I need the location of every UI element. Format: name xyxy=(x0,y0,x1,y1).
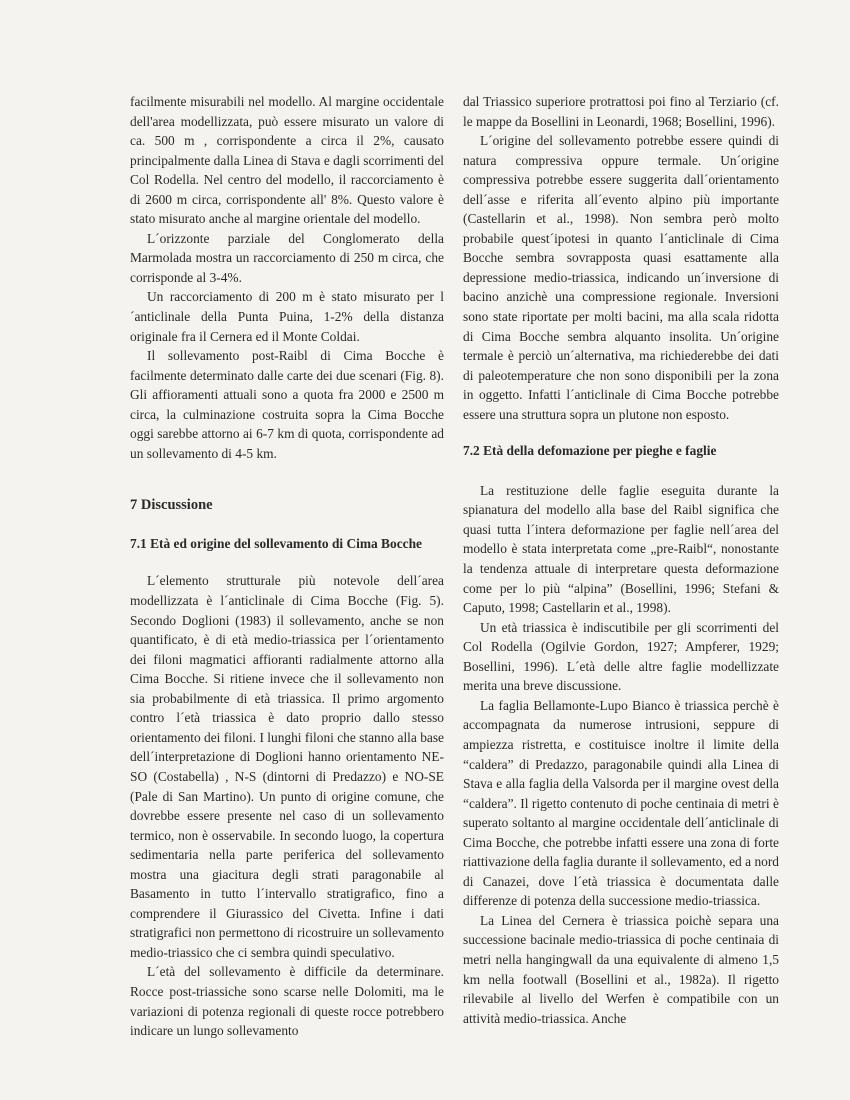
subsection-heading: 7.2 Età della defomazione per pieghe e faglie xyxy=(463,443,717,459)
right-column xyxy=(463,92,779,1028)
section-heading: 7 Discussione xyxy=(130,497,213,514)
paragraph: Un raccorciamento di 200 m è stato misurato per l´anticlinale della Punta Puina, 1-2% della distanza originale fra il Cernera ed il Monte Coldai. xyxy=(130,289,444,344)
paragraph: Un età triassica è indiscutibile per gli scorrimenti del Col Rodella (Ogilvie Gordon, 1927; Ampferer, 1929; Bosellini, 1996). L´età delle altre faglie modellizzate merita una breve discussione. xyxy=(463,619,779,694)
paragraph: dal Triassico superiore protrattosi poi fino al Terziario (cf. le mappe da Bosellini in Leonardi, 1968; Bosellini, 1996). xyxy=(463,94,779,129)
paragraph: La faglia Bellamonte-Lupo Bianco è triassica perchè è accompagnata da numerose intrusioni, seppure di ampiezza ristretta, e costituisce inoltre il limite della “caldera” di Predazzo, paragonabile quindi alla Linea di Stava e alla faglia della Valsorda per il margine ovest della “caldera”. Il rigetto contenuto di poche centinaia di metri è superato soltanto al margine occidentale dell´anticlinale di Cima Bocche, che potrebbe infatti essere una zona di forte riattivazione della faglia durante il sollevamento, ed a nord di Canazei, dove l´età triassica è documentata dalle differenze di potenza della successione medio-triassica. xyxy=(463,697,779,909)
subsection-heading: 7.1 Età ed origine del sollevamento di Cima Bocche xyxy=(130,535,422,551)
paragraph: L´origine del sollevamento potrebbe essere quindi di natura compressiva oppure termale. Un´origine compressiva potrebbe essere suggerita dall´orientamento dell´asse e riferita all´evento alpino più importante (Castellarin et al., 1998). Non sembra però molto probabile quest´ipotesi in quanto l´anticlinale di Cima Bocche sembra sovrapposta quasi esattamente alla depressione medio-triassica, indicando un´inversione di bacino anzichè una compressione regionale. Inversioni sono state riportate per molti bacini, ma alla scala ridotta di Cima Bocche sembra alquanto insolita. Un´origine termale è perciò un´alternativa, ma richiederebbe dei dati di paleotemperature che non sono disponibili per la zona in oggetto. Infatti l´anticlinale di Cima Bocche potrebbe essere una struttura sopra un plutone non esposto. xyxy=(463,133,779,422)
paragraph: La restituzione delle faglie eseguita durante la spianatura del modello alla base del Raibl significa che quasi tutta l´intera deformazione per faglie nell´area del modello è stata interpretata come „pre-Raibl“, nonostante la tendenza attuale di interpretare questa deformazione come per lo più “alpina” (Bosellini, 1996; Stefani & Caputo, 1998; Castellarin et al., 1998). xyxy=(463,482,779,616)
paragraph: Il sollevamento post-Raibl di Cima Bocche è facilmente determinato dalle carte dei due scenari (Fig. 8). Gli affioramenti attuali sono a quota fra 2000 e 2500 m circa, la culminazione costruita sopra la Cima Bocche oggi sarebbe attorno ai 6-7 km di quota, corrispondente ad un sollevamento di 4-5 km. xyxy=(130,348,444,461)
left-column xyxy=(130,92,444,1041)
paragraph: L´orizzonte parziale del Conglomerato della Marmolada mostra un raccorciamento di 250 m circa, che corrisponde al 3-4%. xyxy=(130,230,444,285)
paragraph: L´elemento strutturale più notevole dell´area modellizzata è l´anticlinale di Cima Bocche (Fig. 5). Secondo Doglioni (1983) il sollevamento, anche se non quantificato, è di età medio-triassica per l´orientamento dei filoni magmatici affioranti radialmente attorno alla Cima Bocche. Si ritiene invece che il sollevamento non sia probabilmente di età triassica. Il primo argomento contro l´età triassica è dato proprio dallo stesso orientamento dei filoni. I lunghi filoni che stanno alla base dell´interpretazione di Doglioni hanno orientamento NE-SO (Costabella) , N-S (dintorni di Predazzo) e NO-SE (Pale di San Martino). Un punto di origine comune, che dovrebbe essere presente nel caso di un sollevamento termico, non è osservabile. In secondo luogo, la copertura sedimentaria nella parte periferica del sollevamento mostra una giacitura degli strati paragonabile al Basamento in tutto l´intervallo stratigrafico, fino a comprendere il Giurassico del Civetta. Infine i dati stratigrafici non permettono di ricostruire un sollevamento medio-triassico che ci sembra quindi speculativo. xyxy=(130,573,444,960)
paragraph: La Linea del Cernera è triassica poichè separa una successione bacinale medio-triassica di poche centinaia di metri nella hangingwall da una equivalente di almeno 1,5 km nella footwall (Bosellini et al., 1982a). Il rigetto rilevabile al livello del Werfen è compatibile con un attività medio-triassica. Anche xyxy=(463,912,779,1026)
paragraph: facilmente misurabili nel modello. Al margine occidentale dell'area modellizzata, può essere misurato un valore di ca. 500 m , corrispondente a circa il 2%, causato principalmente dalla Linea di Stava e dagli scorrimenti del Col Rodella. Nel centro del modello, il raccorciamento è di 2600 m circa, corrispondente all' 8%. Questo valore è stato misurato anche al margine orientale del modello. xyxy=(130,94,444,227)
paragraph: L´età del sollevamento è difficile da determinare. Rocce post-triassiche sono scarse nelle Dolomiti, ma le variazioni di potenza regionali di queste rocce potrebbero indicare un lungo sollevamento xyxy=(130,964,444,1039)
